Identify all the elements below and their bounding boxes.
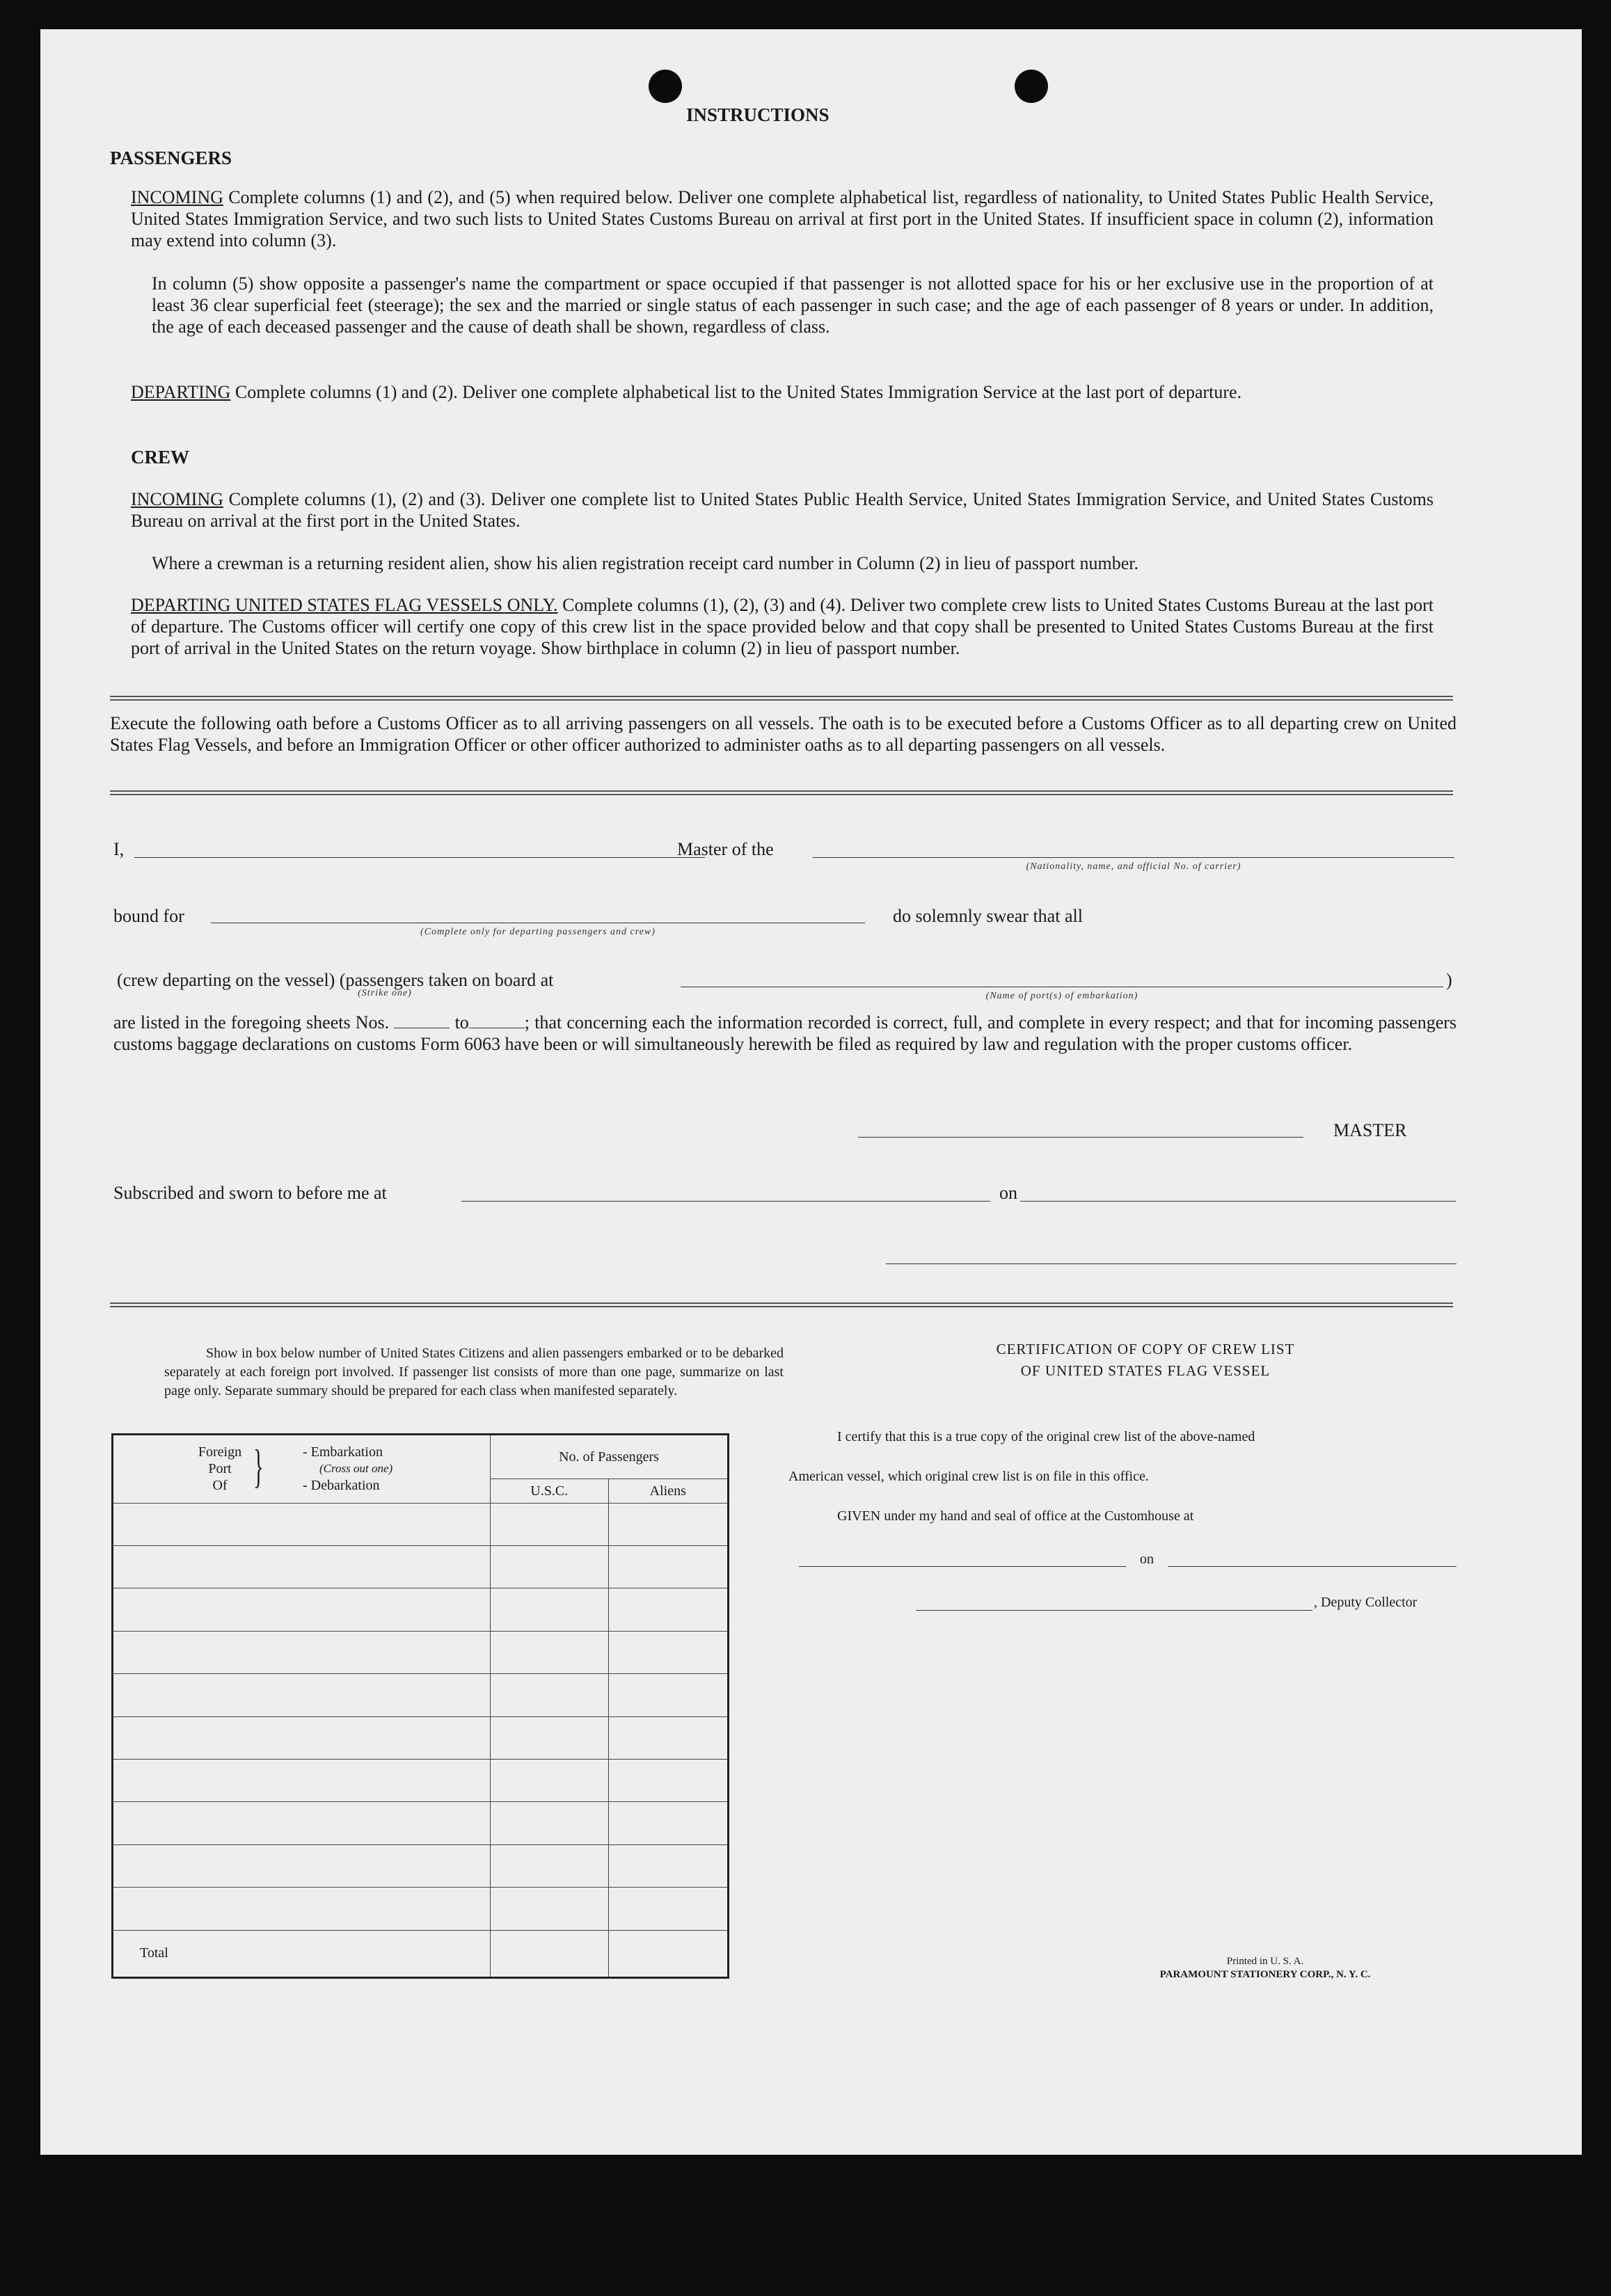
aliens-total-cell[interactable] [608,1930,729,1977]
crew-incoming-label: INCOMING [131,489,223,509]
certification-date-field[interactable] [1168,1566,1457,1567]
master-of-label: Master of the [677,839,774,859]
port-cell[interactable] [113,1802,491,1844]
usc-cell[interactable] [491,1888,609,1930]
usc-header: U.S.C. [491,1479,609,1503]
sworn-date-field[interactable] [1020,1201,1456,1202]
divider [110,696,1453,701]
sworn-place-field[interactable] [461,1201,990,1202]
swear-label: do solemnly swear that all [893,906,1083,926]
usc-cell[interactable] [491,1716,609,1759]
aliens-cell[interactable] [608,1674,729,1716]
passengers-title: PASSENGERS [110,148,232,168]
usc-cell[interactable] [491,1844,609,1887]
brace-icon: } [253,1440,264,1492]
oath-intro: Execute the following oath before a Customs Officer as to all arriving passengers on all vessels. The oath is to be executed before a Customs Officer as to all departing crew on United States Flag Vessels, and before an Immigration Officer or other officer authorized to administer oaths as to all departing passengers on all vessels. [110,713,1457,755]
total-label: Total [113,1930,491,1977]
no-passengers-header: No. of Passengers [491,1435,729,1479]
header-port: Port [208,1461,232,1476]
carrier-field[interactable] [813,857,1454,858]
passengers-departing-text: Complete columns (1) and (2). Deliver one complete alphabetical list to the United States Immigration Service at the last port of departure. [235,382,1242,402]
usc-cell[interactable] [491,1631,609,1673]
certification-line2: American vessel, which original crew list is on file in this office. [788,1469,1149,1484]
crew-incoming-paragraph [131,488,1434,532]
table-row [113,1503,729,1545]
certification-on-label: on [1140,1552,1154,1567]
aliens-cell[interactable] [608,1588,729,1631]
passengers-departing-label: DEPARTING [131,382,231,402]
port-cell[interactable] [113,1716,491,1759]
table-row [113,1888,729,1930]
summary-instruction: Show in box below number of United States Citizens and alien passengers embarked or to be debarked separately at each foreign port involved. If passenger list consists of more than one page, summarize on last page only. Separate summary should be prepared for each class when manifested separately. [164,1346,784,1398]
instructions-heading: INSTRUCTIONS [686,104,830,125]
usc-cell[interactable] [491,1503,609,1545]
certification-line3: GIVEN under my hand and seal of office at the Customhouse at [837,1508,1194,1524]
table-row [113,1588,729,1631]
passengers-incoming-paragraph [131,186,1434,251]
customhouse-field[interactable] [799,1566,1126,1567]
aliens-cell[interactable] [608,1844,729,1887]
aliens-header: Aliens [608,1479,729,1503]
certification-title [895,1339,1396,1382]
usc-cell[interactable] [491,1674,609,1716]
master-signature-label: MASTER [1333,1120,1407,1140]
printer-imprint [1105,1955,1425,1982]
header-embarkation: - Embarkation [303,1444,383,1460]
port-cell[interactable] [113,1546,491,1588]
carrier-caption: (Nationality, name, and official No. of carrier) [1026,861,1241,872]
aliens-cell[interactable] [608,1546,729,1588]
usc-cell[interactable] [491,1802,609,1844]
passengers-departing-paragraph [131,381,1434,403]
crew-departing-text: Complete columns (1), (2), (3) and (4). Deliver two complete crew lists to United States Customs Bureau at the last port of departure. The Customs officer will certify one copy of this crew list in the space provided below and that copy shall be presented to United States Customs Bureau at the first port of arrival in the United States on the return voyage. Show birthplace in column (2) in lieu of passport number. [131,595,1434,658]
passengers-column5-paragraph: In column (5) show opposite a passenger's name the compartment or space occupied if that passenger is not allotted space for his or her exclusive use in the proportion of at least 36 clear superficial feet (steerage); the sex and the married or single status of each passenger in such case; and the age of each passenger of 8 years or under. In addition, the age of each deceased passenger and the cause of death shall be shown, regardless of class. [152,273,1434,337]
printer-line2: PARAMOUNT STATIONERY CORP., N. Y. C. [1159,1969,1371,1980]
header-of: Of [212,1478,228,1493]
usc-cell[interactable] [491,1759,609,1801]
certification-title-line1: CERTIFICATION OF COPY OF CREW LIST [996,1341,1295,1357]
table-row [113,1802,729,1844]
port-cell[interactable] [113,1588,491,1631]
printer-line1: Printed in U. S. A. [1226,1956,1304,1967]
bound-for-label: bound for [113,906,184,926]
header-debarkation: - Debarkation [303,1478,380,1493]
table-row [113,1631,729,1673]
strike-caption: (Strike one) [358,988,412,998]
port-caption: (Name of port(s) of embarkation) [985,991,1138,1001]
punch-hole [649,70,682,103]
master-signature-field[interactable] [858,1137,1303,1138]
divider [110,790,1453,795]
port-cell[interactable] [113,1631,491,1673]
divider [110,1302,1453,1307]
passengers-incoming-text: Complete columns (1) and (2), and (5) when required below. Deliver one complete alphabetical list, regardless of nationality, to United States Public Health Service, United States Immigration Service, and two such lists to United States Customs Bureau on arrival at first port in the United States. If insufficient space in column (2), information may extend into column (3). [131,187,1434,250]
listed-text-a: are listed in the foregoing sheets Nos. [113,1012,390,1033]
crew-departing-paragraph [131,594,1434,659]
table-row [113,1674,729,1716]
deputy-signature-field[interactable] [916,1610,1312,1611]
crew-departing-label: DEPARTING UNITED STATES FLAG VESSELS ONLY. [131,595,558,615]
master-name-field[interactable] [134,857,705,858]
sworn-on-label: on [999,1183,1017,1203]
table-row [113,1716,729,1759]
aliens-cell[interactable] [608,1888,729,1930]
table-row [113,1546,729,1588]
port-cell[interactable] [113,1503,491,1545]
certification-line1: I certify that this is a true copy of the original crew list of the above-named [837,1429,1255,1444]
aliens-cell[interactable] [608,1759,729,1801]
crew-title: CREW [131,447,190,468]
aliens-cell[interactable] [608,1503,729,1545]
punch-hole [1015,70,1048,103]
total-row [113,1930,729,1977]
crew-incoming-text: Complete columns (1), (2) and (3). Deliver one complete list to United States Public Health Service, United States Immigration Service, and United States Customs Bureau on arrival at the first port in the United States. [131,489,1434,531]
close-paren: ) [1446,970,1452,990]
deputy-collector-label: , Deputy Collector [1314,1595,1418,1610]
passengers-incoming-label: INCOMING [131,187,223,207]
port-cell[interactable] [113,1888,491,1930]
officer-signature-field[interactable] [886,1263,1457,1264]
table-header-row [113,1435,729,1479]
listed-paragraph [113,1012,1457,1055]
table-row [113,1844,729,1887]
header-crossout: (Cross out one) [319,1462,393,1475]
port-cell[interactable] [113,1759,491,1801]
aliens-cell[interactable] [608,1802,729,1844]
aliens-cell[interactable] [608,1716,729,1759]
usc-total-cell[interactable] [491,1930,609,1977]
port-header-cell [113,1435,491,1504]
usc-cell[interactable] [491,1588,609,1631]
passenger-summary-table [111,1433,729,1979]
oath-i-label: I, [113,839,125,859]
aliens-cell[interactable] [608,1631,729,1673]
listed-to-label: to [454,1012,469,1033]
table-row [113,1759,729,1801]
bound-for-caption: (Complete only for departing passengers and crew) [420,927,656,937]
header-foreign: Foreign [198,1444,242,1460]
crew-resident-paragraph: Where a crewman is a returning resident alien, show his alien registration receipt card number in Column (2) in lieu of passport number. [152,553,1139,573]
listed-text-b: ; that concerning each the information recorded is correct, full, and complete in every respect; and that for incoming passengers customs baggage declarations on customs Form 6063 have been or will simultaneously herewith be filed as required by law and regulation with the proper customs officer. [113,1012,1457,1054]
subscribed-label: Subscribed and sworn to before me at [113,1183,387,1203]
usc-cell[interactable] [491,1546,609,1588]
port-cell[interactable] [113,1674,491,1716]
crew-passengers-label: (crew departing on the vessel) (passengers taken on board at [117,970,554,990]
certification-title-line2: OF UNITED STATES FLAG VESSEL [1020,1362,1271,1379]
port-cell[interactable] [113,1844,491,1887]
document-page [40,29,1582,2155]
